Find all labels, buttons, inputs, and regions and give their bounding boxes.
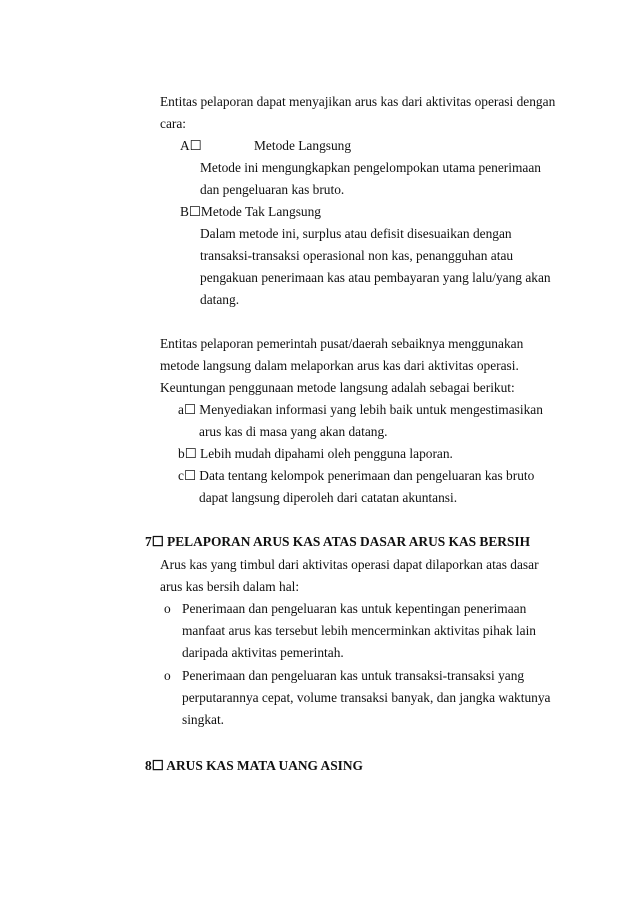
paragraph-line: Arus kas yang timbul dari aktivitas operasi dapat dilaporkan atas dasar xyxy=(160,557,539,572)
list-item-text: Penerimaan dan pengeluaran kas untuk transaksi-transaksi yang xyxy=(182,668,525,683)
paragraph-line: arus kas bersih dalam hal: xyxy=(160,579,300,594)
list-item-text: daripada aktivitas pemerintah. xyxy=(182,645,344,660)
paragraph-line: metode langsung dalam melaporkan arus kas dari aktivitas operasi. xyxy=(160,358,519,373)
list-item-text: Penerimaan dan pengeluaran kas untuk kepentingan penerimaan xyxy=(182,601,527,616)
list-item-text: dan pengeluaran kas bruto. xyxy=(200,182,345,197)
list-item-text: datang. xyxy=(200,292,240,307)
bullet-marker: o xyxy=(164,601,171,616)
list-item-text: c☐ Data tentang kelompok penerimaan dan pengeluaran kas bruto xyxy=(178,468,535,483)
list-item-text: arus kas di masa yang akan datang. xyxy=(199,424,388,439)
list-item-title: Metode Langsung xyxy=(254,138,352,153)
paragraph-line: Keuntungan penggunaan metode langsung adalah sebagai berikut: xyxy=(160,380,515,395)
list-item-text: a☐ Menyediakan informasi yang lebih baik untuk mengestimasikan xyxy=(178,402,543,417)
list-item-text: Dalam metode ini, surplus atau defisit disesuaikan dengan xyxy=(200,226,512,241)
list-item-text: perputarannya cepat, volume transaksi banyak, dan jangka waktunya xyxy=(182,690,551,705)
list-item-text: transaksi-transaksi operasional non kas, penangguhan atau xyxy=(200,248,514,263)
paragraph-line: Entitas pelaporan pemerintah pusat/daerah sebaiknya menggunakan xyxy=(160,336,524,351)
section-heading: 7☐ PELAPORAN ARUS KAS ATAS DASAR ARUS KAS BERSIH xyxy=(145,534,531,549)
section-heading: 8☐ ARUS KAS MATA UANG ASING xyxy=(145,758,363,773)
list-item-text: pengakuan penerimaan kas atau pembayaran yang lalu/yang akan xyxy=(200,270,551,285)
list-item-text: singkat. xyxy=(182,712,225,727)
paragraph-line: Entitas pelaporan dapat menyajikan arus kas dari aktivitas operasi dengan xyxy=(160,94,556,109)
paragraph-line: cara: xyxy=(160,116,187,131)
bullet-marker: o xyxy=(164,668,171,683)
list-item-text: Metode ini mengungkapkan pengelompokan utama penerimaan xyxy=(200,160,541,175)
list-item-title: B☐Metode Tak Langsung xyxy=(180,204,321,219)
list-item-text: dapat langsung diperoleh dari catatan akuntansi. xyxy=(199,490,458,505)
list-item-text: b☐ Lebih mudah dipahami oleh pengguna laporan. xyxy=(178,446,453,461)
list-marker-a: A☐ xyxy=(180,138,202,153)
list-item-text: manfaat arus kas tersebut lebih mencerminkan aktivitas pihak lain xyxy=(182,623,536,638)
